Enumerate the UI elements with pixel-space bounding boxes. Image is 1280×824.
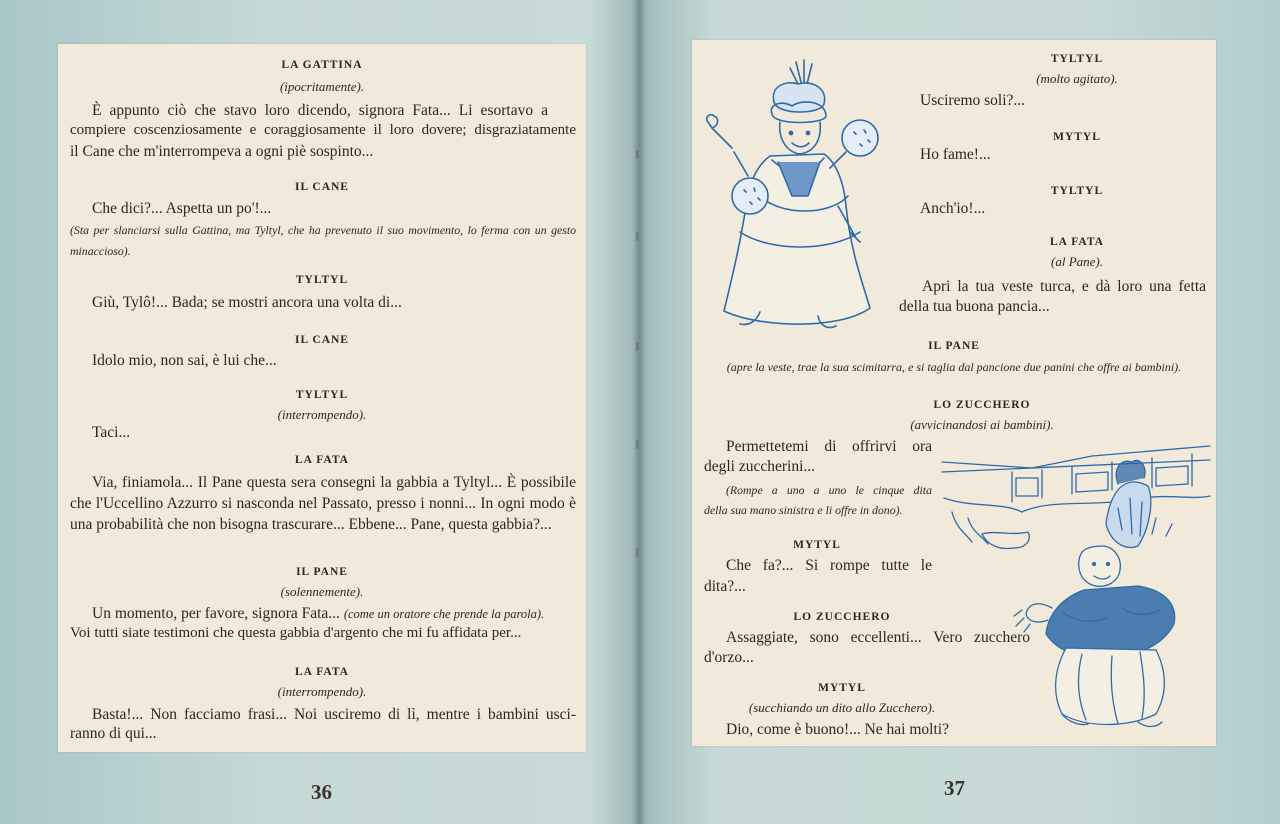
book-gutter [632,0,646,824]
stage-direction: (interrompendo). [277,684,367,699]
binding-stitch [636,232,639,241]
dialogue-line: Basta!... Non facciamo frasi... Noi usciremo di lì, mentre i bambini usci- [92,706,576,723]
speaker-name: TYLTYL [295,389,349,401]
dialogue-line: Che dici?... Aspetta un po'!... [92,200,272,217]
right-page [692,40,1216,746]
speaker-name: IL PANE [928,340,980,352]
dialogue-line: Taci... [92,424,131,441]
stage-direction: (molto agitato). [1036,71,1118,86]
speaker-name: LA FATA [295,454,349,466]
dialogue-line: compiere coscenziosamente e coraggiosamente il loro dovere; disgraziatamente [70,122,576,138]
binding-stitch [636,548,639,557]
speaker-name: LA FATA [1050,236,1104,248]
speaker-name: IL PANE [296,566,348,578]
stage-direction: (ipocritamente). [279,79,365,94]
stage-direction: (al Pane). [1051,254,1103,269]
dialogue-line: Giù, Tylô!... Bada; se mostri ancora una volta di... [92,294,402,311]
dialogue-line: Anch'io!... [920,200,986,217]
bread-illustration [700,56,900,336]
speaker-name: TYLTYL [1050,53,1104,65]
stage-direction: (avvicinandosi ai bambini). [910,417,1054,432]
speaker-name: MYTYL [793,539,841,551]
dialogue-line [92,605,544,623]
stage-direction: della sua mano sinistra e li offre in dono). [704,503,903,517]
speaker-name: TYLTYL [295,274,349,286]
dialogue-paragraph: Via, finiamola... Il Pane questa sera consegni la gabbia a Tyltyl... È possibile che l'Uccellino Azzurro si nasconda nel Passato, presso i nonni... In ogni modo è una probabilità che non bisogna trascurare... Ebbene... Pane, questa gabbia?... [70,474,576,533]
dialogue-line: Che fa?... Si rompe tutte le [726,557,932,574]
speaker-name: IL CANE [295,334,349,346]
dialogue-line: degli zuccherini... [704,458,816,475]
dialogue-line: della tua buona pancia... [899,298,1050,315]
dialogue-line: È appunto ciò che stavo loro dicendo, signora Fata... Li esortavo a [92,102,548,119]
stage-direction: (Sta per slanciarsi sulla Gattina, ma Tyltyl, che ha prevenuto il suo movimento, lo ferma con un gesto minaccioso). [70,223,576,258]
dialogue-line: ranno di qui... [70,725,157,742]
speaker-name: MYTYL [818,682,866,694]
speaker-name: LA GATTINA [281,59,363,71]
left-page [58,44,586,752]
dialogue-line: Dio, come è buono!... Ne hai molti? [726,721,949,738]
stage-direction: (succhiando un dito allo Zucchero). [748,700,936,715]
speaker-name: LO ZUCCHERO [793,611,891,623]
dialogue-line: d'orzo... [704,649,754,666]
stage-direction: (Rompe a uno a uno le cinque dita [726,483,932,497]
speaker-name: LA FATA [295,666,349,678]
dialogue-line: il Cane che m'interrompeva a ogni piè sospinto... [70,143,374,160]
dialogue-line: dita?... [704,578,746,595]
dialogue-text: Un momento, per favore, signora Fata... [92,605,340,622]
binding-stitch [636,342,639,351]
inline-stage-direction: (come un oratore che prende la parola). [343,607,545,621]
dialogue-line: Permettetemi di offrirvi ora [726,438,932,455]
speaker-name: IL CANE [295,181,349,193]
stage-direction: (solennemente). [280,584,364,599]
dialogue-line: Idolo mio, non sai, è lui che... [92,352,277,369]
dialogue-line: Assaggiate, sono eccellenti... Vero zucchero [726,629,1030,646]
page-number: 36 [311,780,332,804]
stage-direction: (interrompendo). [277,407,367,422]
dialogue-line: Usciremo soli?... [920,92,1026,109]
dialogue-line: Apri la tua veste turca, e dà loro una fetta [922,278,1206,295]
speaker-name: MYTYL [1053,131,1101,143]
binding-stitch [636,150,639,159]
binding-stitch [636,440,639,449]
dialogue-line: Ho fame!... [920,146,991,163]
stage-direction: (apre la veste, trae la sua scimitarra, e si taglia dal pancione due panini che offre ai bambini). [726,360,1182,374]
page-number: 37 [944,776,965,800]
speaker-name: TYLTYL [1050,185,1104,197]
dialogue-line: Voi tutti siate testimoni che questa gabbia d'argento che mi fu affidata per... [70,625,522,641]
speaker-name: LO ZUCCHERO [933,399,1031,411]
